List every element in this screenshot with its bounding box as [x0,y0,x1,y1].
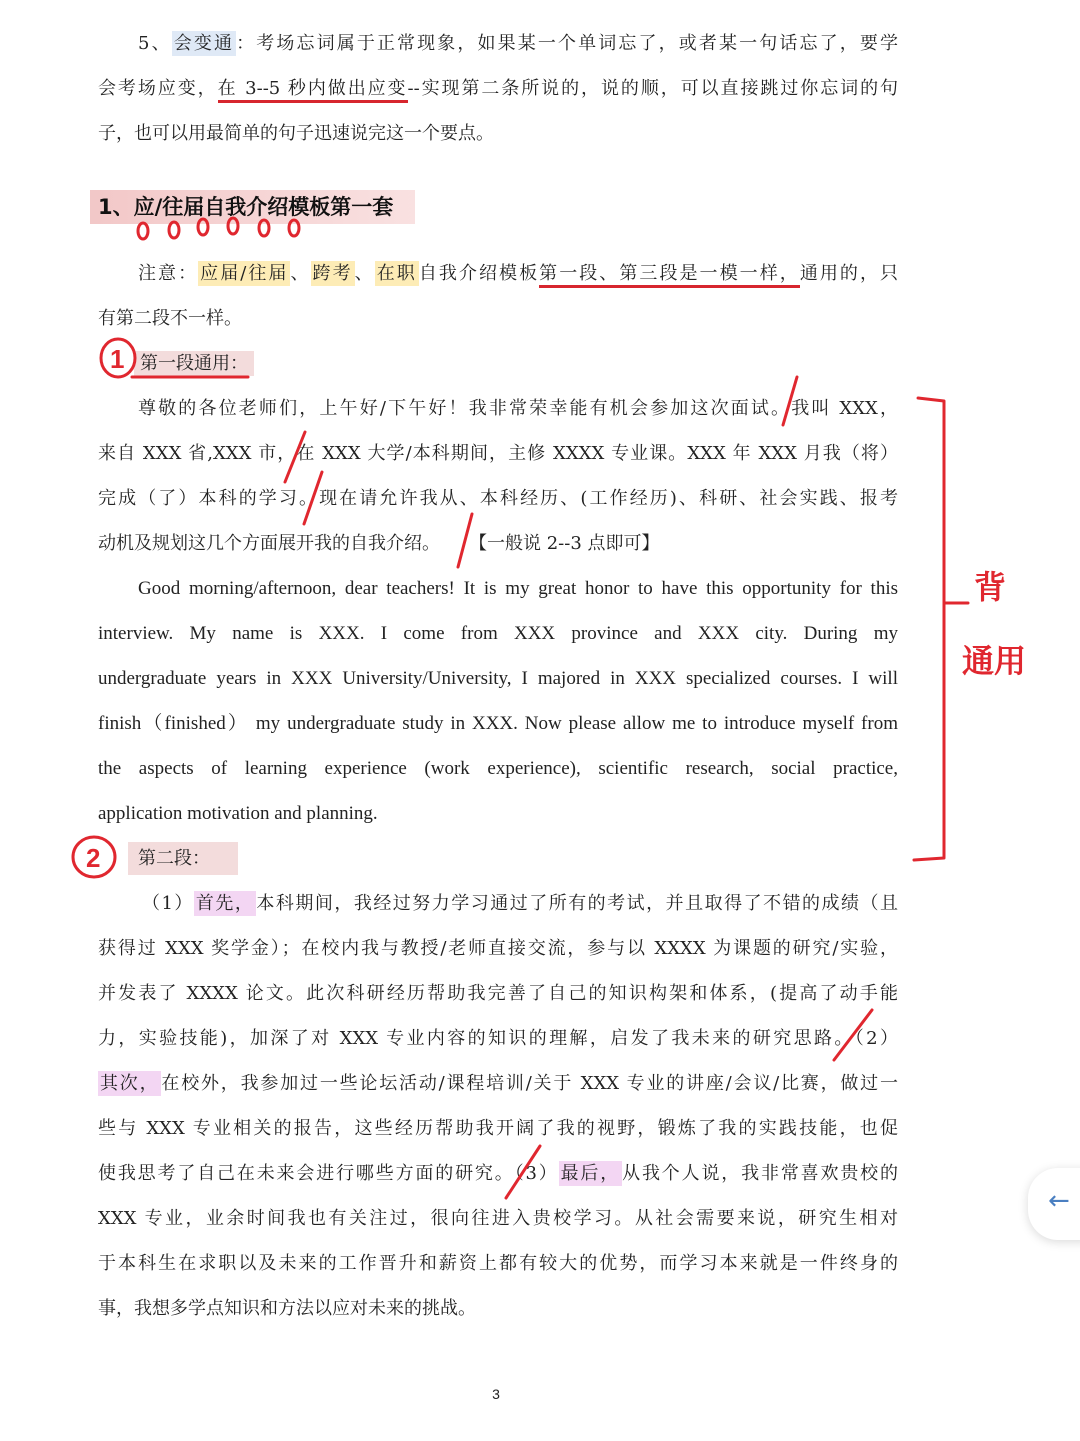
part2-line-9: 于本科生在求职以及未来的工作晋升和薪资上都有较大的优势，而学习本来就是一件终身的 [98,1253,898,1274]
part1-en-line-2: interview. My name is XXX. I come from XXX province and XXX city. During my [98,623,898,644]
section-heading: 1、应/往届自我介绍模板第一套 [90,190,415,224]
part2-line-3: 并发表了 XXXX 论文。此次科研经历帮助我完善了自己的知识构架和体系，(提高了动手能 [98,983,898,1004]
part1-cn-line-1: 尊敬的各位老师们，上午好/下午好！我非常荣幸能有机会参加这次面试。我叫 XXX， [138,398,898,419]
text-segment: 使我思考了自己在未来会进行哪些方面的研究。（3） [98,1163,559,1184]
part1-en-line-5: the aspects of learning experience (work experience), scientific research, social practice, [98,758,898,779]
right-bracket [914,398,968,860]
part1-en-line-3: undergraduate years in XXX University/University, I majored in XXX specialized courses. I will [98,668,898,689]
part1-en-line-1: Good morning/afternoon, dear teachers! It is my great honor to have this opportunity for this [138,578,898,599]
part2-line-1 [142,891,898,917]
text-segment: 动机及规划这几个方面展开我的自我介绍。 [98,533,440,554]
item-marker-1: （1） [142,893,194,914]
part1-cn-line-2: 来自 XXX 省,XXX 市，在 XXX 大学/本科期间，主修 XXXX 专业课。XXX 年 XXX 月我（将） [98,443,898,464]
side-tab[interactable] [1028,1168,1080,1240]
part1-en-line-6: application motivation and planning. [98,803,378,824]
text-segment: 本科期间，我经过努力学习通过了所有的考试，并且取得了不错的成绩（且 [256,893,899,914]
page-number: 3 [492,1386,500,1402]
part1-label [134,351,254,377]
item-number: 5、 [138,33,172,54]
bracket-note: 【一般说 2--3 点即可】 [478,533,660,554]
underlined-same-paragraphs: 第一段、第三段是一模一样， [539,263,800,288]
highlight-first: 首先， [195,893,255,914]
part1-en-line-4: finish（finished） my undergraduate study in XXX. Now please allow me to introduce myself from [98,713,898,734]
margin-note-general: 通用 [962,642,1027,680]
separator: 、 [290,263,311,284]
text-segment: 会考场应变， [98,78,218,99]
text-segment: ：考场忘词属于正常现象，如果某一个单词忘了，或者某一句话忘了，要学 [236,33,899,54]
text-segment: --实现第二条所说的，说的顺，可以直接跳过你忘词的句 [407,78,899,99]
underlined-time-limit: 在 3--5 秒内做出应变 [218,78,408,103]
paragraph-5-line-3: 子，也可以用最简单的句子迅速说完这一个要点。 [98,123,494,144]
part1-cn-line-3: 完成（了）本科的学习。现在请允许我从、本科经历、(工作经历)、科研、社会实践、报考 [98,488,898,509]
circle-2-number: 2 [86,843,101,873]
part2-line-2: 获得过 XXX 奖学金）；在校内我与教授/老师直接交流，参与以 XXXX 为课题的研究/实验， [98,938,898,959]
part2-label [128,846,238,872]
highlight-fresh-grad: 应届/往届 [200,263,289,284]
text-segment: 通用的，只 [799,263,899,284]
text-segment: 在校外，我参加过一些论坛活动/课程培训/关于 XXX 专业的讲座/会议/比赛，做过一 [161,1073,898,1094]
text-segment: 自我介绍模板 [418,263,540,284]
highlight-second: 其次， [100,1073,160,1094]
paragraph-5-line-2 [98,76,898,102]
part2-line-4: 力，实验技能)，加深了对 XXX 专业内容的知识的理解，启发了我未来的研究思路。（2） [98,1028,898,1049]
highlight-last: 最后， [560,1163,621,1184]
highlight-cross-major: 跨考 [312,263,353,284]
part2-line-8: XXX 专业，业余时间我也有关注过，很向往进入贵校学习。从社会需要来说，研究生相对 [98,1208,898,1229]
highlight-adapt: 会变通 [173,33,235,54]
note-line-2: 有第二段不一样。 [98,308,242,329]
part2-line-5 [98,1071,898,1097]
paragraph-5-line-1 [138,31,898,57]
note-line-1 [138,261,898,287]
circle-1-number: 1 [110,344,125,374]
note-label: 注意： [138,263,199,284]
circle-1-mark [101,339,135,377]
part2-line-7 [98,1161,898,1187]
highlight-employed: 在职 [376,263,417,284]
part2-line-6: 些与 XXX 专业相关的报告，这些经历帮助我开阔了我的视野，锻炼了我的实践技能，也促 [98,1118,898,1139]
arrow-left-icon: ← [1048,1186,1070,1216]
part2-label-text: 第二段： [128,842,238,875]
text-segment: 从我个人说，我非常喜欢贵校的 [622,1163,899,1184]
part1-cn-line-4 [98,531,898,557]
part1-label-text: 第一段通用： [134,351,254,376]
separator: 、 [354,263,375,284]
part2-line-10: 事，我想多学点知识和方法以应对未来的挑战。 [98,1298,476,1319]
margin-note-memorize: 背 [974,568,1007,606]
circle-2-mark [73,837,115,877]
